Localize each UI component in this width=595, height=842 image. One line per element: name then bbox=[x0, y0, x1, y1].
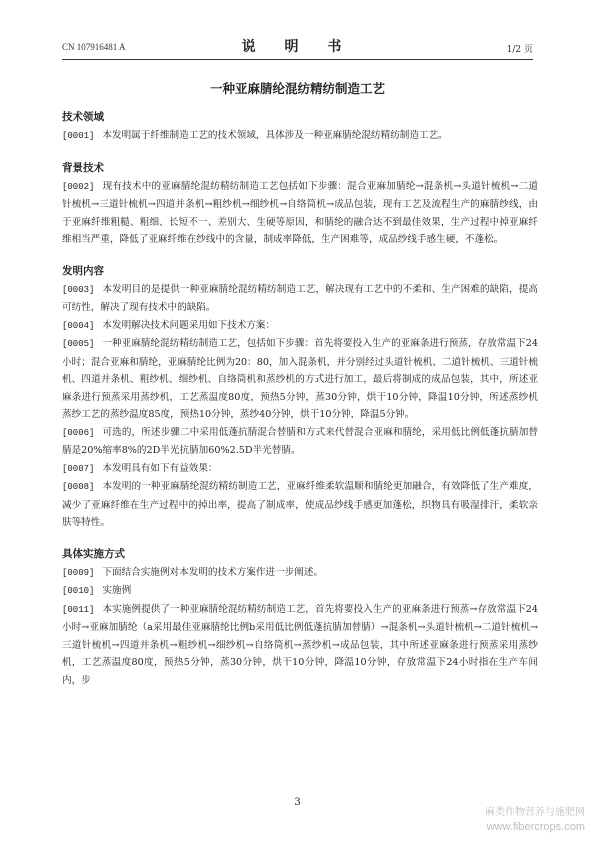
paragraph-text: 下面结合实施例对本发明的技术方案作进一步阐述。 bbox=[102, 566, 324, 578]
document-type: 说 明 书 bbox=[241, 39, 354, 55]
paragraph-text: 现有技术中的亚麻腈纶混纺精纺制造工艺包括如下步骤：混合亚麻加腈纶→混条机→头道针梳机→二道针梳机→三道针梳机→四道并条机→粗纱机→细纱机→自络筒机→成品包装，现有工艺及流程生产的麻腈纱线，由于亚麻纤维粗糙、粗细、长短不一、差别大、生硬等原因，和腈纶的融合达不到最佳效果，生产过程中掉亚麻纤维相当严重，降低了亚麻纤维在纱线中的含量，制成率降低，生产困难等，成品纱线手感生硬，不蓬松。 bbox=[62, 180, 538, 245]
section-heading-background: 背景技术 bbox=[62, 161, 104, 174]
document-body bbox=[62, 107, 538, 689]
paragraph-number: [0004] bbox=[62, 320, 95, 331]
section-heading-summary: 发明内容 bbox=[62, 264, 104, 277]
paragraph-number: [0006] bbox=[62, 427, 95, 438]
paragraph-number: [0007] bbox=[62, 463, 95, 474]
watermark-site-name: 麻类作物营养与施肥网 bbox=[485, 807, 585, 818]
paragraph bbox=[62, 281, 538, 317]
paragraph bbox=[62, 317, 538, 336]
paragraph bbox=[62, 460, 538, 479]
paragraph-number: [0008] bbox=[62, 482, 95, 492]
paragraph-number: [0001] bbox=[62, 131, 95, 141]
paragraph-text: 可选的，所述步骤二中采用低蓬抗腈混合替腈和方式来代替混合亚麻和腈纶，采用低比例低蓬抗腈加替腈是20%缩率8%的2D半光抗腈加60%2.5D半光替腈。 bbox=[62, 426, 538, 456]
paragraph bbox=[62, 478, 538, 532]
paragraph bbox=[62, 127, 538, 146]
paragraph bbox=[62, 601, 538, 690]
paragraph-number: [0009] bbox=[62, 567, 95, 578]
page-info: 1/2 页 bbox=[506, 45, 533, 55]
paragraph-number: [0003] bbox=[62, 284, 95, 295]
header-divider bbox=[62, 59, 533, 60]
watermark-url: www.fibercrops.com bbox=[486, 821, 585, 833]
paragraph-text: 本发明解决技术问题采用如下技术方案： bbox=[102, 319, 276, 331]
paragraph bbox=[62, 564, 538, 583]
paragraph-number: [0011] bbox=[62, 604, 95, 615]
paragraph-text: 本发明属于纤维制造工艺的技术领域，具体涉及一种亚麻腈纶混纺精纺制造工艺。 bbox=[102, 130, 448, 141]
paragraph bbox=[62, 335, 538, 424]
paragraph-text: 本发明的一种亚麻腈纶混纺精纺制造工艺，亚麻纤维柔软温顺和腈纶更加融合，有效降低了生产难度，减少了亚麻纤维在生产过程中的掉出率，提高了制成率，使成品纱线手感更加蓬松，织物具有吸湿排汗，柔软亲肤等特性。 bbox=[62, 481, 538, 528]
watermark bbox=[485, 806, 585, 834]
paragraph bbox=[62, 178, 538, 249]
paragraph-number: [0005] bbox=[62, 339, 95, 349]
paragraph-number: [0010] bbox=[62, 586, 95, 596]
section-heading-technical-field: 技术领域 bbox=[62, 111, 104, 123]
paragraph-text: 本发明具有如下有益效果： bbox=[102, 462, 218, 474]
paragraph-number: [0002] bbox=[62, 181, 95, 192]
paragraph-text: 本实施例提供了一种亚麻腈纶混纺精纺制造工艺，首先将要投入生产的亚麻条进行预蒸→存放常温下24小时→亚麻加腈纶（a采用最佳亚麻腈纶比例b采用低比例低蓬抗腈加替腈）→混条机→头道针梳机→二道针梳机→三道针梳机→四道并条机→粗纱机→细纱机→自络筒机→蒸纱机→成品包装，其中所述亚麻条进行预蒸采用蒸纱机，工艺蒸温度80度，预热5分钟，蒸30分钟，烘干10分钟，降温10分钟，存放常温下24小时指在生产车间内，步 bbox=[62, 603, 538, 686]
paragraph-text: 一种亚麻腈纶混纺精纺制造工艺，包括如下步骤：首先将要投入生产的亚麻条进行预蒸，存放常温下24小时；混合亚麻和腈纶，亚麻腈纶比例为20：80，加入混条机，并分别经过头道针梳机、二道针梳机、三道针梳机、四道并条机、粗纱机、细纱机、自络筒机和蒸纱机的方式进行加工，最后将制成的成品包装，其中，所述亚麻条进行预蒸采用蒸纱机，工艺蒸温度80度，预热5分钟，蒸30分钟，烘干10分钟，降温10分钟，所述蒸纱机蒸纱工艺的蒸纱温度85度，预热10分钟，蒸纱40分钟，烘干10分钟，降温5分钟。 bbox=[62, 338, 538, 420]
paragraph bbox=[62, 582, 538, 601]
page-header bbox=[62, 34, 533, 58]
section-heading-embodiments: 具体实施方式 bbox=[62, 547, 125, 560]
paragraph-text: 本发明目的是提供一种亚麻腈纶混纺精纺制造工艺，解决现有工艺中的不柔和、生产困难的缺陷，提高可纺性，解决了现有技术中的缺陷。 bbox=[62, 283, 538, 313]
paragraph bbox=[62, 424, 538, 460]
paragraph-text: 实施例 bbox=[102, 585, 132, 596]
publication-number: CN 107916481 A bbox=[62, 42, 126, 52]
page-number: 3 bbox=[294, 797, 301, 808]
document-title: 一种亚麻腈纶混纺精纺制造工艺 bbox=[209, 81, 385, 96]
